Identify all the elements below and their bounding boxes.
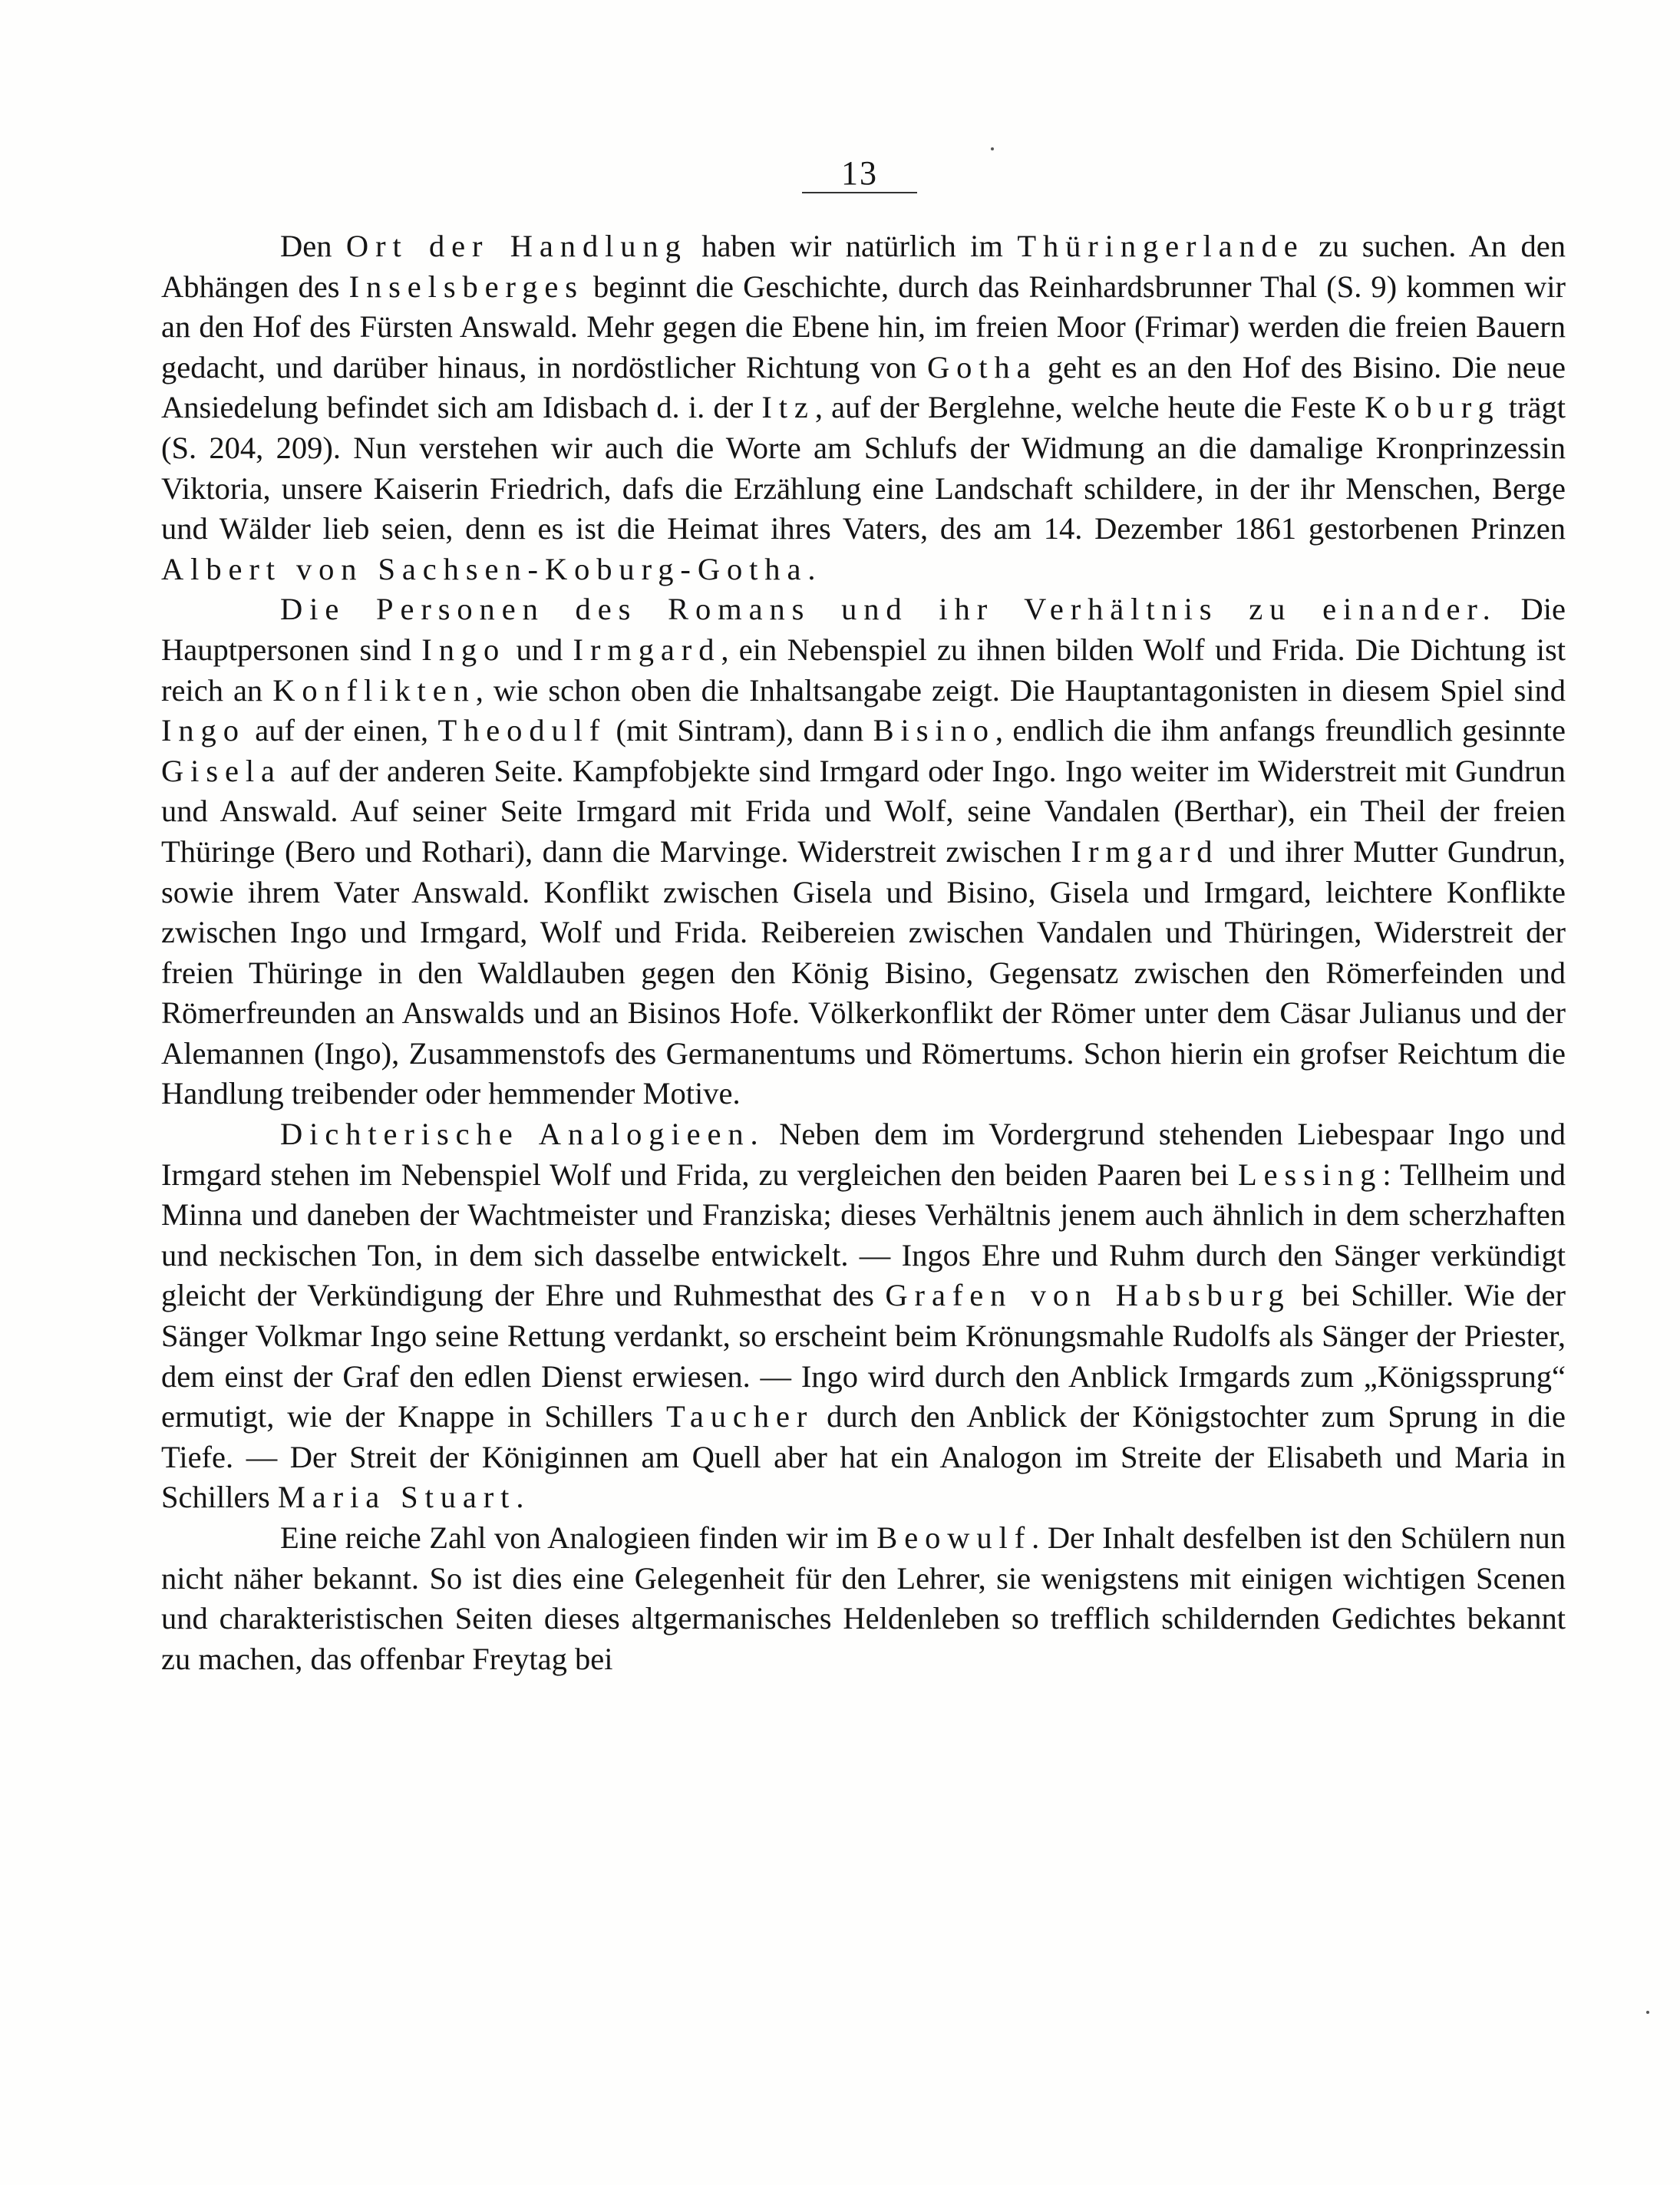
text-run: Neben dem im Vordergrund stehenden Liebespaar Ingo und Irmgard stehen im Nebenspiel Wolf und Frida, zu vergleichen den beiden Paaren bei [161, 1117, 1566, 1192]
body-text [161, 226, 1566, 1679]
spaced-emphasis-text: Theodulf [437, 713, 607, 748]
spaced-emphasis-text: Lessing [1237, 1157, 1383, 1192]
text-run: und ihrer Mutter Gundrun, sowie ihrem Vater Answald. Konflikt zwischen Gisela und Bisino, Gisela und Irmgard, leichtere Konflikte zwischen Ingo und Irmgard, Wolf und Frida. Reibereien zwischen Vandalen und Thüringen, Widerstreit der freien Thüringe in den Waldlauben gegen den König Bisino, Gegensatz zwischen den Römerfeinden und Römerfreunden an Answalds und an Bisinos Hofe. Völkerkonflikt der Römer unter dem Cäsar Julianus und der Alemannen (Ingo), Zusammenstofs des Germanentums und Römertums. Schon hierin ein grofser Reichtum die Handlung treibender oder hemmender Motive. [161, 833, 1566, 1111]
spaced-emphasis-text: Inselsberges [348, 269, 584, 304]
paragraph [161, 589, 1566, 1114]
text-run: auf der anderen Seite. Kampfobjekte sind Irmgard oder Ingo. Ingo weiter im Widerstreit mit Gundrun und Answald. Auf seiner Seite Irmgard mit Frida und Wolf, seine Vandalen (Berthar), ein Theil der freien Thüringe (Bero und Rothari), dann die Marvinge. Widerstreit zwischen [161, 753, 1566, 869]
text-run: Eine reiche Zahl von Analogieen finden wir im [280, 1520, 877, 1555]
text-run: , wie schon oben die Inhaltsangabe zeigt. Die Hauptantagonisten in diesem Spiel sind [475, 672, 1566, 708]
spaced-emphasis-text: Thüringerlande [1017, 229, 1305, 263]
text-run: . [516, 1480, 524, 1515]
paragraph [161, 226, 1566, 589]
text-run: auf der einen, [245, 713, 438, 748]
spaced-emphasis-text: Koburg [1365, 390, 1500, 425]
scan-speck [991, 147, 994, 150]
spaced-emphasis-text: Ingo [421, 632, 507, 667]
spaced-emphasis-text: Beowulf [876, 1520, 1032, 1555]
text-run: : Tellheim und Minna und daneben der Wachtmeister und Franziska; dieses Verhältnis jenem auch ähnlich in dem scherzhaften und neckischen Ton, in dem sich dasselbe entwickelt. — Ingos Ehre und Ruhm durch den Sänger verkündigt gleicht der Verkündigung der Ehre und Ruhmesthat des [161, 1157, 1566, 1313]
spaced-emphasis-text: Gisela [161, 753, 282, 788]
spaced-emphasis-text: Bisino [873, 713, 995, 748]
spaced-emphasis-text: Maria Stuart [277, 1480, 517, 1515]
page-number: 13 [841, 154, 878, 192]
spaced-emphasis-text: Die Personen des Romans und ihr Verhältnis zu einander. [280, 592, 1497, 627]
spaced-emphasis-text: Gotha [926, 349, 1038, 385]
text-run: , auf der Berglehne, welche heute die Feste [814, 390, 1365, 425]
text-run: haben wir natürlich im [687, 229, 1018, 263]
spaced-emphasis-text: Konflikten [272, 672, 476, 708]
spaced-emphasis-text: Albert von Sachsen-Koburg-Gotha [161, 551, 808, 586]
text-run: . [807, 551, 816, 586]
paragraph [161, 1114, 1566, 1518]
page-number-rule [802, 192, 917, 193]
text-run: durch den Anblick der Königstochter zum Sprung in die Tiefe. — Der Streit der Königinnen am Quell aber hat ein Analogon im Streite der Elisabeth und Maria in Schillers [161, 1399, 1566, 1515]
scan-speck [1646, 2011, 1649, 2014]
spaced-emphasis-text: Dichterische Analogieen. [280, 1117, 765, 1152]
text-run: beginnt die Geschichte, durch das Reinhardsbrunner Thal (S. 9) kommen wir an den Hof des Fürsten Answald. Mehr gegen die Ebene hin, im freien Moor (Frimar) werden die freien Bauern gedacht, und darüber hinaus, in nordöstlicher Richtung von [161, 269, 1566, 385]
spaced-emphasis-text: Grafen von Habsburg [885, 1278, 1291, 1313]
text-run: (mit Sintram), dann [606, 713, 873, 748]
text-run: , ein Nebenspiel zu ihnen bilden Wolf und Frida. Die Dichtung ist reich an [161, 632, 1566, 708]
paragraph [161, 1518, 1566, 1679]
text-run: Den [280, 229, 346, 263]
spaced-emphasis-text: Irmgard [573, 632, 721, 667]
spaced-emphasis-text: Ort der Handlung [345, 229, 688, 263]
text-run: geht es an den Hof des Bisino. Die neue Ansiedelung befindet sich am Idisbach d. i. der [161, 349, 1566, 425]
text-run: bei Schiller. Wie der Sänger Volkmar Ingo seine Rettung verdankt, so erscheint beim Krönungsmahle Rudolfs als Sänger der Priester, dem einst der Graf den edlen Dienst erwiesen. — Ingo wird durch den Anblick Irmgards zum „Königssprung“ ermutigt, wie der Knappe in Schillers [161, 1278, 1566, 1434]
spaced-emphasis-text: Taucher [666, 1399, 814, 1434]
text-run: trägt (S. 204, 209). Nun verstehen wir auch die Worte am Schlufs der Widmung an die damalige Kronprinzessin Viktoria, unsere Kaiserin Friedrich, dafs die Erzählung eine Landschaft schildere, in der ihr Menschen, Berge und Wälder lieb seien, denn es ist die Heimat ihres Vaters, des am 14. Dezember 1861 gestorbenen Prinzen [161, 390, 1566, 546]
text-run: Die Hauptpersonen sind [161, 592, 1566, 667]
text-run: und [506, 632, 573, 667]
text-run: zu suchen. An den Abhängen des [161, 229, 1566, 304]
spaced-emphasis-text: Itz [761, 390, 815, 425]
spaced-emphasis-text: Irmgard [1071, 833, 1220, 869]
text-run: , endlich die ihm anfangs freundlich gesinnte [995, 713, 1566, 748]
spaced-emphasis-text: Ingo [161, 713, 246, 748]
text-run: . Der Inhalt desfelben ist den Schülern nun nicht näher bekannt. So ist dies eine Gelegenheit für den Lehrer, sie wenigstens mit einigen wichtigen Scenen und charakteristischen Seiten dieses altgermanisches Heldenleben so trefflich schildernden Gedichtes bekannt zu machen, das offenbar Freytag bei [161, 1520, 1566, 1676]
